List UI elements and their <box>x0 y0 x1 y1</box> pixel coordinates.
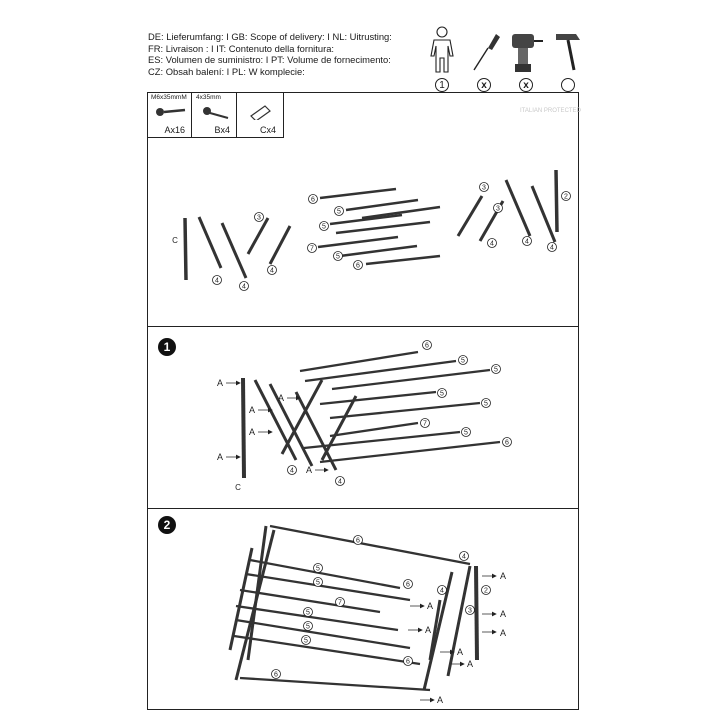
svg-text:7: 7 <box>423 420 427 428</box>
svg-text:A: A <box>248 427 256 437</box>
svg-text:6: 6 <box>356 537 360 545</box>
step-2-badge: 2 <box>158 516 176 534</box>
svg-text:6: 6 <box>356 262 360 270</box>
svg-text:A: A <box>456 647 464 657</box>
svg-text:5: 5 <box>440 390 444 398</box>
part-leg-8 <box>532 186 555 242</box>
svg-text:4: 4 <box>440 587 444 595</box>
svg-text:4: 4 <box>525 238 529 246</box>
svg-text:A: A <box>436 695 444 705</box>
svg-text:5: 5 <box>336 253 340 261</box>
svg-text:4: 4 <box>338 478 342 486</box>
part-leg-4 <box>270 226 290 264</box>
svg-text:4: 4 <box>550 244 554 252</box>
svg-text:C: C <box>172 236 178 245</box>
svg-text:5: 5 <box>316 579 320 587</box>
hardware-a-count: Ax16 <box>164 125 185 135</box>
svg-text:5: 5 <box>494 366 498 374</box>
part-rail-5d <box>336 222 430 233</box>
svg-text:C: C <box>235 483 241 492</box>
svg-text:4: 4 <box>215 277 219 285</box>
svg-text:7: 7 <box>338 599 342 607</box>
person-count-mark: 1 <box>435 78 449 92</box>
part-leg-1 <box>199 217 221 268</box>
svg-text:4: 4 <box>270 267 274 275</box>
svg-text:A: A <box>216 378 224 388</box>
header-line-es-pt: ES: Volumen de suministro: I PT: Volume de fornecimento: <box>148 54 391 66</box>
step-2-labels <box>272 536 507 706</box>
svg-text:A: A <box>305 465 313 475</box>
svg-text:6: 6 <box>406 581 410 589</box>
part-number-labels <box>172 183 570 291</box>
svg-text:A: A <box>499 571 507 581</box>
part-rail-6a <box>320 189 396 198</box>
part-leg-7 <box>506 180 530 236</box>
svg-text:5: 5 <box>484 400 488 408</box>
svg-text:5: 5 <box>461 357 465 365</box>
step-2-diagram <box>230 526 496 700</box>
svg-text:4: 4 <box>290 467 294 475</box>
step-1-badge: 1 <box>158 338 176 356</box>
svg-text:6: 6 <box>425 342 429 350</box>
screwdriver-not-needed-mark: x <box>477 78 491 92</box>
svg-text:6: 6 <box>274 671 278 679</box>
svg-text:A: A <box>424 625 432 635</box>
hardware-b-size: 4x35mm <box>196 94 221 101</box>
svg-text:4: 4 <box>462 553 466 561</box>
svg-text:4: 4 <box>242 283 246 291</box>
svg-text:3: 3 <box>482 184 486 192</box>
svg-text:5: 5 <box>306 609 310 617</box>
svg-text:A: A <box>499 609 507 619</box>
svg-text:6: 6 <box>406 658 410 666</box>
svg-text:A: A <box>216 452 224 462</box>
svg-text:4: 4 <box>490 240 494 248</box>
svg-text:3: 3 <box>496 205 500 213</box>
svg-text:6: 6 <box>505 439 509 447</box>
step-1-labels <box>217 341 512 493</box>
step1-upright <box>243 378 244 478</box>
header-line-fr-it: FR: Livraison : I IT: Contenuto della fornitura: <box>148 42 335 54</box>
svg-text:A: A <box>499 628 507 638</box>
drill-not-needed-mark: x <box>519 78 533 92</box>
svg-text:A: A <box>277 393 285 403</box>
part-rail-7 <box>318 237 398 247</box>
svg-text:A: A <box>426 601 434 611</box>
part-upright-left <box>185 218 186 280</box>
part-rail-6b <box>366 256 440 264</box>
hardware-c-count: Cx4 <box>259 125 276 135</box>
hardware-b-count: Bx4 <box>214 125 230 135</box>
part-leg-3 <box>248 218 268 254</box>
header-line-de-gb-nl: DE: Lieferumfang: I GB: Scope of delivery: I NL: Uitrusting: <box>148 31 392 42</box>
part-rail-5a <box>346 200 418 210</box>
parts-overview <box>185 170 557 280</box>
part-leg-2 <box>222 223 246 278</box>
part-leg-5 <box>458 196 482 236</box>
svg-text:3: 3 <box>468 607 472 615</box>
svg-text:5: 5 <box>316 565 320 573</box>
svg-text:5: 5 <box>337 208 341 216</box>
svg-text:5: 5 <box>304 637 308 645</box>
svg-text:A: A <box>248 405 256 415</box>
svg-text:5: 5 <box>464 429 468 437</box>
svg-text:5: 5 <box>306 623 310 631</box>
part-upright-right <box>556 170 557 232</box>
svg-text:A: A <box>466 659 474 669</box>
header-line-cz-pl: CZ: Obsah balení: I PL: W komplecie: <box>148 65 305 77</box>
faint-show-through-text: ITALIAN PROTECTED <box>520 108 581 114</box>
hardware-a-size: M6x35mmM <box>151 94 187 101</box>
step-1-diagram <box>226 352 500 478</box>
svg-text:3: 3 <box>257 214 261 222</box>
svg-text:6: 6 <box>311 196 315 204</box>
svg-text:2: 2 <box>564 193 568 201</box>
svg-text:7: 7 <box>310 245 314 253</box>
part-rail-5e <box>340 246 417 256</box>
svg-text:5: 5 <box>322 223 326 231</box>
svg-text:2: 2 <box>484 587 488 595</box>
step2-upright <box>476 566 477 660</box>
